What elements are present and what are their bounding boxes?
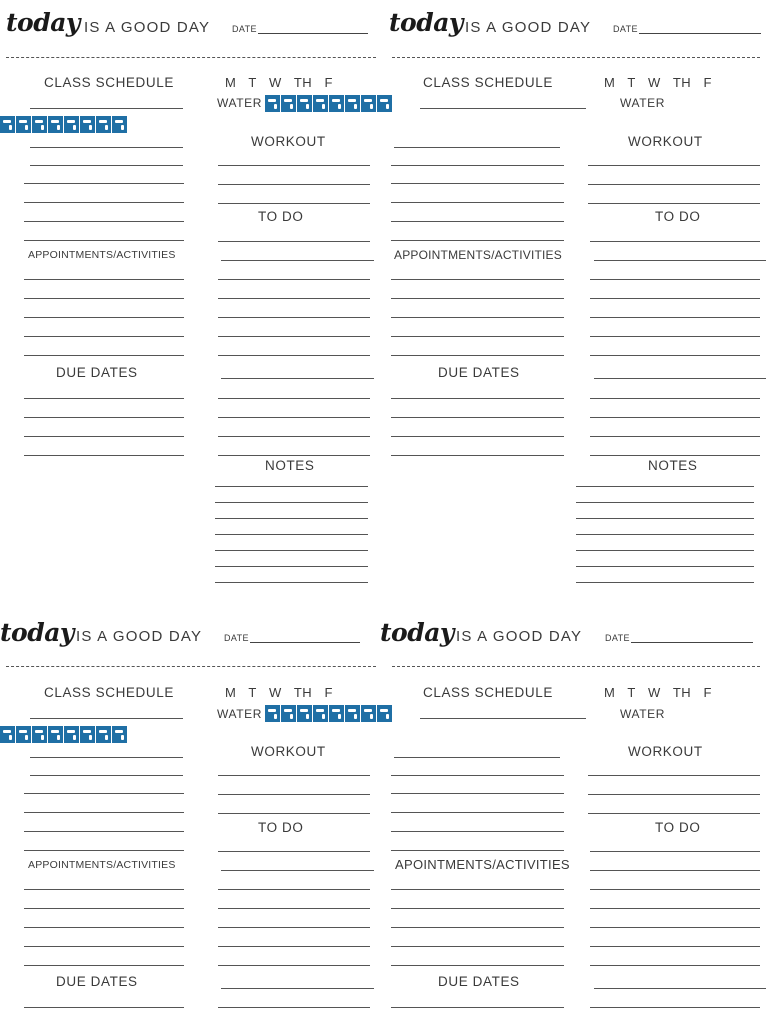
class-schedule-line[interactable] — [30, 718, 183, 719]
class-schedule-line[interactable] — [391, 221, 564, 222]
water-faucet-icon[interactable] — [281, 705, 297, 722]
class-schedule-line[interactable] — [391, 775, 564, 776]
planner-panel-top-left — [0, 0, 384, 512]
todo-line[interactable] — [221, 988, 374, 989]
notes-line[interactable] — [215, 486, 368, 487]
class-schedule-line[interactable] — [30, 775, 183, 776]
todo-line[interactable] — [218, 241, 370, 242]
class-schedule-line[interactable] — [391, 202, 564, 203]
class-schedule-heading: CLASS SCHEDULE — [44, 685, 174, 700]
todo-line[interactable] — [590, 946, 760, 947]
weekday-labels: M T W TH F — [225, 75, 333, 90]
due-dates-line[interactable] — [391, 436, 564, 437]
class-schedule-line[interactable] — [394, 147, 560, 148]
due-dates-heading: DUE DATES — [438, 974, 520, 989]
due-dates-line[interactable] — [24, 455, 184, 456]
water-faucet-icon[interactable] — [112, 726, 128, 743]
water-faucet-icon[interactable] — [16, 726, 32, 743]
todo-line[interactable] — [218, 908, 370, 909]
workout-line[interactable] — [218, 794, 370, 795]
appointments-line[interactable] — [24, 965, 184, 966]
water-label: WATER — [620, 96, 665, 110]
class-schedule-line[interactable] — [391, 831, 564, 832]
date-label: DATE — [605, 633, 630, 643]
todo-line[interactable] — [221, 870, 374, 871]
appointments-heading: APPOINTMENTS/ACTIVITIES — [28, 249, 176, 261]
notes-line[interactable] — [215, 534, 368, 535]
good-day-text: IS A GOOD DAY — [84, 19, 211, 36]
date-field[interactable] — [639, 33, 761, 34]
workout-line[interactable] — [218, 203, 370, 204]
appointments-line[interactable] — [24, 298, 184, 299]
todo-line[interactable] — [218, 851, 370, 852]
todo-line[interactable] — [594, 378, 766, 379]
water-faucet-icon[interactable] — [16, 116, 32, 133]
todo-line[interactable] — [590, 317, 760, 318]
water-tracker-extra[interactable] — [0, 726, 128, 743]
divider — [392, 666, 760, 667]
notes-line[interactable] — [576, 502, 754, 503]
todo-line[interactable] — [590, 417, 760, 418]
water-faucet-icon[interactable] — [329, 95, 345, 112]
planner-panel-top-right — [384, 0, 768, 512]
appointments-line[interactable] — [391, 908, 564, 909]
todo-line[interactable] — [590, 336, 760, 337]
class-schedule-heading: CLASS SCHEDULE — [423, 685, 553, 700]
good-day-text: IS A GOOD DAY — [465, 19, 592, 36]
todo-line[interactable] — [590, 870, 760, 871]
class-schedule-line[interactable] — [24, 202, 184, 203]
water-faucet-icon[interactable] — [345, 705, 361, 722]
water-faucet-icon[interactable] — [313, 705, 329, 722]
workout-line[interactable] — [588, 775, 760, 776]
appointments-line[interactable] — [391, 355, 564, 356]
water-faucet-icon[interactable] — [265, 705, 281, 722]
water-faucet-icon[interactable] — [64, 116, 80, 133]
todo-line[interactable] — [590, 1007, 760, 1008]
water-faucet-icon[interactable] — [96, 116, 112, 133]
todo-line[interactable] — [218, 398, 370, 399]
notes-line[interactable] — [576, 486, 754, 487]
water-faucet-icon[interactable] — [32, 116, 48, 133]
notes-line[interactable] — [576, 518, 754, 519]
todo-line[interactable] — [590, 355, 760, 356]
todo-line[interactable] — [218, 355, 370, 356]
workout-heading: WORKOUT — [628, 744, 703, 759]
notes-line[interactable] — [576, 566, 754, 567]
planner-panel-bottom-left — [0, 610, 384, 1024]
water-label: WATER — [620, 707, 665, 721]
class-schedule-heading: CLASS SCHEDULE — [44, 75, 174, 90]
class-schedule-line[interactable] — [391, 812, 564, 813]
notes-line[interactable] — [215, 518, 368, 519]
class-schedule-line[interactable] — [30, 147, 183, 148]
workout-line[interactable] — [588, 203, 760, 204]
appointments-line[interactable] — [24, 279, 184, 280]
water-faucet-icon[interactable] — [80, 726, 96, 743]
todo-line[interactable] — [590, 298, 760, 299]
notes-line[interactable] — [215, 566, 368, 567]
due-dates-heading: DUE DATES — [56, 974, 138, 989]
water-faucet-icon[interactable] — [0, 116, 16, 133]
notes-line[interactable] — [576, 582, 754, 583]
due-dates-heading: DUE DATES — [438, 365, 520, 380]
weekday-labels: M T W TH F — [225, 685, 333, 700]
todo-line[interactable] — [590, 398, 760, 399]
todo-line[interactable] — [590, 279, 760, 280]
water-tracker-extra[interactable] — [0, 116, 128, 133]
water-faucet-icon[interactable] — [297, 705, 313, 722]
good-day-text: IS A GOOD DAY — [456, 628, 583, 645]
water-faucet-icon[interactable] — [361, 95, 377, 112]
notes-heading: NOTES — [648, 458, 698, 473]
divider — [392, 57, 760, 58]
due-dates-line[interactable] — [391, 398, 564, 399]
class-schedule-heading: CLASS SCHEDULE — [423, 75, 553, 90]
appointments-line[interactable] — [24, 355, 184, 356]
workout-line[interactable] — [218, 165, 370, 166]
good-day-text: IS A GOOD DAY — [76, 628, 203, 645]
weekday-labels: M T W TH F — [604, 75, 712, 90]
water-faucet-icon[interactable] — [32, 726, 48, 743]
todo-line[interactable] — [590, 965, 760, 966]
class-schedule-line[interactable] — [24, 221, 184, 222]
class-schedule-line[interactable] — [24, 240, 184, 241]
workout-line[interactable] — [218, 184, 370, 185]
notes-line[interactable] — [215, 582, 368, 583]
class-schedule-line[interactable] — [391, 183, 564, 184]
todo-line[interactable] — [590, 455, 760, 456]
todo-line[interactable] — [594, 988, 766, 989]
appointments-line[interactable] — [24, 317, 184, 318]
water-faucet-icon[interactable] — [96, 726, 112, 743]
appointments-line[interactable] — [24, 336, 184, 337]
class-schedule-line[interactable] — [24, 183, 184, 184]
todo-line[interactable] — [218, 436, 370, 437]
appointments-line[interactable] — [24, 889, 184, 890]
todo-line[interactable] — [218, 946, 370, 947]
appointments-line[interactable] — [391, 298, 564, 299]
water-tracker[interactable] — [265, 95, 393, 112]
todo-line[interactable] — [594, 260, 766, 261]
appointments-line[interactable] — [391, 965, 564, 966]
todo-line[interactable] — [590, 241, 760, 242]
class-schedule-line[interactable] — [30, 165, 183, 166]
workout-heading: WORKOUT — [251, 744, 326, 759]
water-faucet-icon[interactable] — [80, 116, 96, 133]
todo-line[interactable] — [218, 279, 370, 280]
water-faucet-icon[interactable] — [345, 95, 361, 112]
date-field[interactable] — [631, 642, 753, 643]
divider — [6, 666, 376, 667]
workout-line[interactable] — [218, 813, 370, 814]
todo-line[interactable] — [590, 908, 760, 909]
workout-heading: WORKOUT — [628, 134, 703, 149]
notes-line[interactable] — [576, 550, 754, 551]
date-field[interactable] — [250, 642, 360, 643]
todo-line[interactable] — [590, 927, 760, 928]
workout-line[interactable] — [588, 184, 760, 185]
water-faucet-icon[interactable] — [112, 116, 128, 133]
divider — [6, 57, 376, 58]
water-faucet-icon[interactable] — [0, 726, 16, 743]
appointments-heading: APOINTMENTS/ACTIVITIES — [395, 857, 570, 872]
appointments-line[interactable] — [391, 927, 564, 928]
today-title: today — [0, 618, 74, 647]
water-faucet-icon[interactable] — [329, 705, 345, 722]
appointments-line[interactable] — [391, 336, 564, 337]
today-title: today — [6, 8, 80, 37]
notes-line[interactable] — [576, 534, 754, 535]
water-faucet-icon[interactable] — [48, 116, 64, 133]
todo-line[interactable] — [218, 889, 370, 890]
class-schedule-line[interactable] — [24, 831, 184, 832]
todo-line[interactable] — [590, 889, 760, 890]
water-label: WATER — [217, 96, 262, 110]
todo-line[interactable] — [590, 851, 760, 852]
class-schedule-line[interactable] — [391, 850, 564, 851]
water-faucet-icon[interactable] — [265, 95, 281, 112]
due-dates-line[interactable] — [391, 1007, 564, 1008]
water-faucet-icon[interactable] — [313, 95, 329, 112]
due-dates-line[interactable] — [24, 417, 184, 418]
todo-heading: TO DO — [258, 209, 304, 224]
class-schedule-line[interactable] — [394, 757, 560, 758]
appointments-line[interactable] — [391, 889, 564, 890]
date-label: DATE — [613, 24, 638, 34]
workout-heading: WORKOUT — [251, 134, 326, 149]
todo-heading: TO DO — [655, 820, 701, 835]
todo-line[interactable] — [218, 965, 370, 966]
due-dates-heading: DUE DATES — [56, 365, 138, 380]
appointments-heading: APPOINTMENTS/ACTIVITIES — [28, 859, 176, 871]
water-faucet-icon[interactable] — [281, 95, 297, 112]
class-schedule-line[interactable] — [30, 757, 183, 758]
appointments-line[interactable] — [24, 946, 184, 947]
date-label: DATE — [232, 24, 257, 34]
date-field[interactable] — [258, 33, 368, 34]
class-schedule-line[interactable] — [24, 850, 184, 851]
appointments-line[interactable] — [391, 946, 564, 947]
todo-line[interactable] — [221, 260, 374, 261]
due-dates-line[interactable] — [24, 436, 184, 437]
due-dates-line[interactable] — [24, 1007, 184, 1008]
planner-panel-bottom-right — [380, 610, 768, 1024]
workout-line[interactable] — [218, 775, 370, 776]
class-schedule-line[interactable] — [24, 812, 184, 813]
appointments-heading: APPOINTMENTS/ACTIVITIES — [394, 248, 562, 262]
water-faucet-icon[interactable] — [361, 705, 377, 722]
todo-line[interactable] — [221, 378, 374, 379]
class-schedule-line[interactable] — [391, 240, 564, 241]
todo-line[interactable] — [218, 298, 370, 299]
today-title: today — [389, 8, 463, 37]
workout-line[interactable] — [588, 813, 760, 814]
date-label: DATE — [224, 633, 249, 643]
weekday-labels: M T W TH F — [604, 685, 712, 700]
appointments-line[interactable] — [391, 279, 564, 280]
notes-line[interactable] — [215, 502, 368, 503]
today-title: today — [380, 618, 454, 647]
due-dates-line[interactable] — [391, 455, 564, 456]
water-label: WATER — [217, 707, 262, 721]
class-schedule-line[interactable] — [391, 165, 564, 166]
class-schedule-line[interactable] — [391, 793, 564, 794]
todo-line[interactable] — [590, 436, 760, 437]
todo-line[interactable] — [218, 336, 370, 337]
workout-line[interactable] — [588, 794, 760, 795]
todo-heading: TO DO — [258, 820, 304, 835]
notes-heading: NOTES — [265, 458, 315, 473]
class-schedule-line[interactable] — [420, 718, 586, 719]
todo-line[interactable] — [218, 927, 370, 928]
water-faucet-icon[interactable] — [48, 726, 64, 743]
workout-line[interactable] — [588, 165, 760, 166]
todo-heading: TO DO — [655, 209, 701, 224]
todo-line[interactable] — [218, 1007, 370, 1008]
water-tracker[interactable] — [265, 705, 393, 722]
due-dates-line[interactable] — [24, 398, 184, 399]
class-schedule-line[interactable] — [420, 108, 586, 109]
notes-line[interactable] — [215, 550, 368, 551]
appointments-line[interactable] — [391, 317, 564, 318]
due-dates-line[interactable] — [391, 417, 564, 418]
water-faucet-icon[interactable] — [64, 726, 80, 743]
appointments-line[interactable] — [24, 908, 184, 909]
appointments-line[interactable] — [24, 927, 184, 928]
water-faucet-icon[interactable] — [297, 95, 313, 112]
todo-line[interactable] — [218, 417, 370, 418]
todo-line[interactable] — [218, 317, 370, 318]
class-schedule-line[interactable] — [30, 108, 183, 109]
class-schedule-line[interactable] — [24, 793, 184, 794]
todo-line[interactable] — [218, 455, 370, 456]
